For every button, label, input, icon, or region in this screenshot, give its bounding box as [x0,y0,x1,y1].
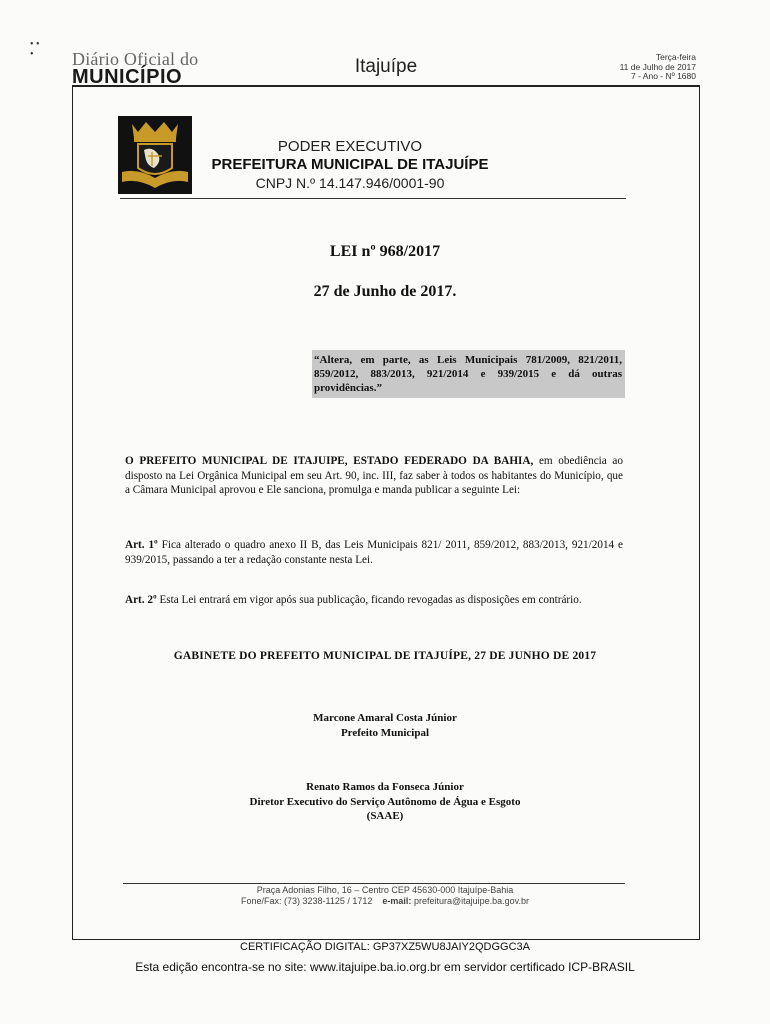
signature-title: Diretor Executivo do Serviço Autônomo de Água e Esgoto [249,795,521,808]
header-poder-executivo: PODER EXECUTIVO [277,138,423,155]
executive-header [200,138,500,192]
signature-extra: (SAAE) [366,810,404,822]
law-date: 27 de Junho de 2017. [313,283,457,300]
law-ementa: “Altera, em parte, as Leis Municipais 781/2009, 821/2011, 859/2012, 883/2013, 921/2014 e 939/2015 e dá outras providências.” [312,350,625,398]
header-cnpj: CNPJ N.º 14.147.946/0001-90 [255,175,445,191]
masthead [72,49,700,88]
signature-title: Prefeito Municipal [340,726,430,739]
footer-email: prefeitura@itajuipe.ba.gov.br [413,896,529,906]
footer-divider [123,883,625,884]
site-note: Esta edição encontra-se no site: www.itajuipe.ba.io.org.br em servidor certificado ICP-BRASIL [135,960,635,974]
scan-marks: • • • [30,39,40,60]
article-2-label: Art. 2º [125,594,157,606]
masthead-diario: Diário Oficial do [72,49,199,69]
signature-name: Renato Ramos da Fonseca Júnior [306,781,464,793]
article-1-text: Fica alterado o quadro anexo II B, das Leis Municipais 821/ 2011, 859/2012, 883/2013, 921/2014 e 939/2015, passando a ter a redação constante nesta Lei. [125,539,623,566]
footer-phone: Fone/Fax: (73) 3238-1125 / 1712 [240,896,373,906]
masthead-date: 11 de Julho de 2017 [619,61,696,72]
footer-address: Praça Adonias Filho, 16 – Centro CEP 45630-000 Itajuípe-Bahia [256,885,514,895]
intro-bold: O PREFEITO MUNICIPAL DE ITAJUIPE, ESTADO FEDERADO DA BAHIA, [125,455,534,467]
law-number: LEI nº 968/2017 [329,243,441,260]
article-2 [125,593,623,608]
signature-saae-director [0,780,770,824]
header-prefeitura: PREFEITURA MUNICIPAL DE ITAJUÍPE [211,156,489,173]
gabinete-line: GABINETE DO PREFEITO MUNICIPAL DE ITAJUÍPE, 27 DE JUNHO DE 2017 [173,650,597,662]
digital-certification: CERTIFICAÇÃO DIGITAL: GP37XZ5WU8JAIY2QDGGC3A [240,941,530,953]
intro-text: em obediência ao disposto na Lei Orgânica Municipal em seu Art. 90, inc. III, faz saber à todos os habitantes do Município, que a Câmara Municipal aprovou e Ele sanciona, promulga e manda publicar a seguinte Lei: [125,455,623,496]
header-divider [120,198,626,199]
intro-paragraph [125,454,623,498]
masthead-edition: 7 - Ano - Nº 1680 [630,71,696,81]
article-1-label: Art. 1º [125,539,158,551]
signature-name: Marcone Amaral Costa Júnior [313,712,457,724]
footer-contact [0,896,770,907]
article-1 [125,538,623,567]
masthead-city: Itajuípe [354,56,418,77]
masthead-weekday: Terça-feira [655,52,696,62]
masthead-date-block [620,53,696,82]
coat-of-arms-icon [118,116,192,194]
masthead-municipio: MUNICÍPIO [72,66,183,88]
footer-email-label: e-mail: [382,896,412,906]
article-2-text: Esta Lei entrará em vigor após sua publicação, ficando revogadas as disposições em contrário. [156,594,582,606]
signature-mayor [0,711,770,740]
